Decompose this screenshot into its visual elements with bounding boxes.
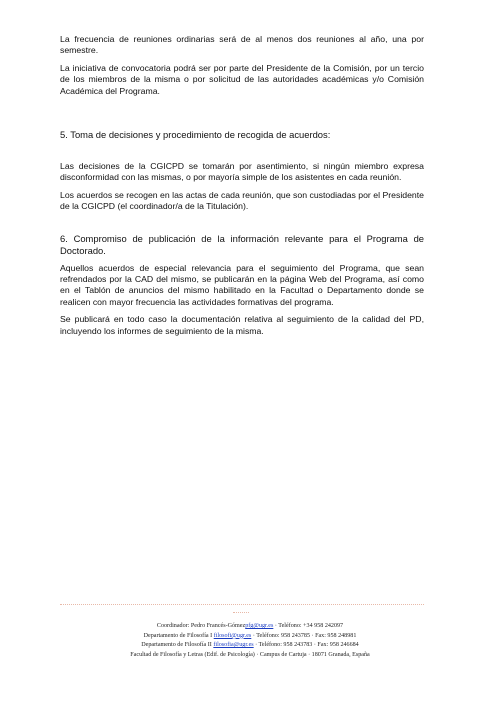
coordinator-email-link[interactable]: pfg@ugr.es (245, 623, 274, 629)
footer-dept1-line (40, 632, 460, 642)
footer-dept1-contact: · Teléfono: 958 243785 · Fax: 958 248981 (251, 632, 357, 639)
spacer (60, 219, 424, 233)
footer-dept1-name: Departamento de Filosofía I (143, 632, 214, 639)
spacer (60, 147, 424, 161)
dept1-email-link[interactable]: filosofi@ugr.es (213, 632, 252, 639)
footer-dept2-line (40, 641, 460, 651)
paragraph-documentation: Se publicará en todo caso la documentación relativa al seguimiento de la calidad del PD, incluyendo los informes de seguimiento de la misma. (60, 314, 424, 336)
footer-divider-short (233, 612, 249, 613)
page-footer (40, 622, 460, 660)
section-heading-5: 5. Toma de decisiones y procedimiento de recogida de acuerdos: (60, 129, 331, 141)
paragraph-meeting-frequency: La frecuencia de reuniones ordinarias será de al menos dos reuniones al año, una por semestre. (60, 34, 424, 56)
footer-coordinator-line (40, 622, 460, 632)
footer-coordinator-name: Coordinador: Pedro Francés-Gómez (156, 623, 246, 629)
document-body (60, 34, 424, 343)
paragraph-minutes: Los acuerdos se recogen en las actas de cada reunión, que son custodiadas por el Presidente de la CGICPD (el coordinador/a de la Titulación). (60, 189, 424, 212)
footer-divider (60, 604, 424, 605)
paragraph-convocation: La iniciativa de convocatoria podrá ser por parte del Presidente de la Comisión, por un tercio de los miembros de la misma o por solicitud de las autoridades académicas y/o Comisión Académica del Programa. (60, 62, 424, 96)
footer-dept2-name: Departamento de Filosofía II (141, 642, 214, 649)
footer-dept2-contact: · Teléfono: 958 243783 · Fax: 958 246684 (253, 642, 359, 649)
section-heading-6: 6. Compromiso de publicación de la información relevante para el Programa de Doctorado. (60, 232, 424, 256)
footer-address-line: Facultad de Filosofía y Letras (Edif. de Psicología) · Campus de Cartuja · 18071 Granada, España (130, 651, 370, 658)
paragraph-publication: Aquellos acuerdos de especial relevancia para el seguimiento del Programa, que sean refrendados por la CAD del mismo, se publicarán en la página Web del Programa, así como en el Tablón de anuncios del mismo habilitado en la Facultad o Departamento donde se realicen con mayor frecuencia las actividades formativas del programa. (60, 262, 424, 307)
footer-coordinator-phone: · Teléfono: +34 958 242097 (273, 623, 344, 629)
spacer (60, 103, 424, 129)
dept2-email-link[interactable]: filosofia@ugr.es (213, 642, 254, 649)
paragraph-decisions: Las decisiones de la CGICPD se tomarán por asentimiento, si ningún miembro expresa disconformidad con las mismas, o por mayoría simple de los asistentes en cada reunión. (60, 161, 424, 183)
